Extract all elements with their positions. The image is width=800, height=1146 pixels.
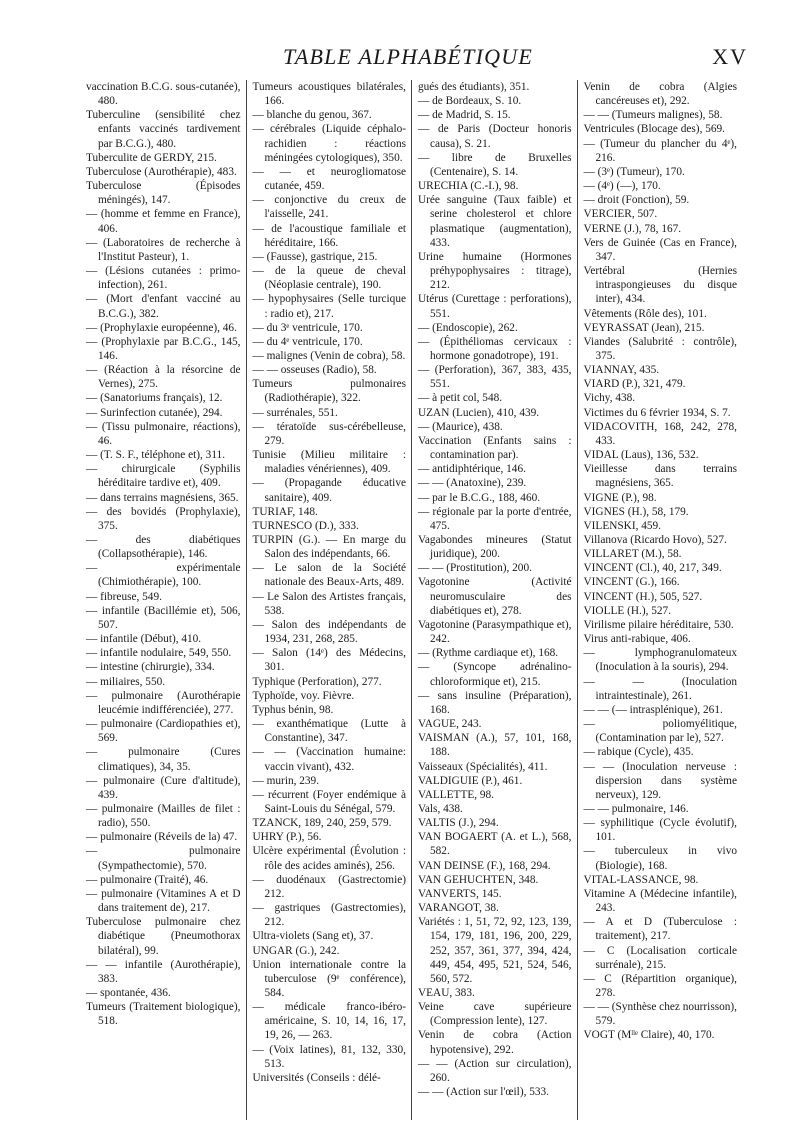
index-entry: — (3ᵉ) (Tumeur), 170. xyxy=(583,165,685,178)
index-entry: — (Prophylaxie européenne), 46. xyxy=(86,321,237,334)
index-entry: — régionale par la porte d'entrée, 475. xyxy=(418,505,572,532)
index-entry: VIDAL (Laus), 136, 532. xyxy=(583,449,699,462)
index-entry: — pulmonaire (Traité), 46. xyxy=(86,873,209,886)
index-entry: — — (Inoculation intraintestinale), 261. xyxy=(583,675,737,702)
index-entry: — libre de Bruxelles (Centenaire), S. 14. xyxy=(418,151,572,178)
index-entry: VALTIS (J.), 294. xyxy=(418,817,499,830)
index-entry: — (Mort d'enfant vacciné au B.C.G.), 382. xyxy=(86,293,241,320)
index-entry: — (Épithéliomas cervicaux : hormone gonadotrope), 191. xyxy=(418,335,572,362)
index-entry: — des bovidés (Prophylaxie), 375. xyxy=(86,505,241,532)
index-entry: — — pulmonaire, 146. xyxy=(583,802,689,815)
index-entry: — pulmonaire (Sympathectomie), 570. xyxy=(86,845,241,872)
index-entry: — droit (Fonction), 59. xyxy=(583,194,690,207)
index-entry: Vals, 438. xyxy=(418,802,463,815)
index-entry: Utérus (Curettage : perforations), 551. xyxy=(418,293,572,320)
index-entry: — Le salon de la Société nationale des Beaux-Arts, 489. xyxy=(252,562,406,589)
index-entry: Vitamine A (Médecine infantile), 243. xyxy=(583,887,737,915)
index-entry: Tunisie (Milieu militaire : maladies vénériennes), 409. xyxy=(252,449,406,476)
index-entry: Vieillesse dans terrains magnésiens, 365. xyxy=(583,463,737,490)
index-entry: Tuberculose pulmonaire chez diabétique (Pneumothorax bilatéral), 99. xyxy=(86,916,241,957)
index-entry: — — (Inoculation nerveuse : dispersion dans système nerveux), 129. xyxy=(583,760,737,801)
index-entry: VIARD (P.), 321, 479. xyxy=(583,378,686,391)
index-entry: — (Endoscopie), 262. xyxy=(418,321,518,334)
index-entry: — récurrent (Foyer endémique à Saint-Louis du Sénégal, 579. xyxy=(252,788,406,815)
index-entry: — (Voix latines), 81, 132, 330, 513. xyxy=(252,1043,406,1070)
page-header xyxy=(68,44,748,74)
index-entry: VARANGOT, 38. xyxy=(418,902,499,915)
index-entry: VAGUE, 243. xyxy=(418,718,482,731)
index-entry: Vichy, 438. xyxy=(583,392,636,405)
index-entry: VERNE (J.), 78, 167. xyxy=(583,222,682,235)
index-entry: — — (Prostitution), 200. xyxy=(418,562,532,575)
index-entry: — — (Tumeurs malignes), 58. xyxy=(583,109,723,122)
index-entry: Ulcère expérimental (Évolution : rôle des acides aminés), 256. xyxy=(252,845,406,872)
index-entry: Tumeurs (Traitement biologique), 518. xyxy=(86,1001,241,1028)
index-entry: — (homme et femme en France), 406. xyxy=(86,208,241,235)
index-entry: — syphilitique (Cycle évolutif), 101. xyxy=(583,817,737,844)
index-entry: — (Lésions cutanées : primo-infection), 261. xyxy=(86,265,241,292)
index-entry: VALDIGUIE (P.), 461. xyxy=(418,774,523,787)
index-column-3 xyxy=(411,80,577,1120)
index-entry: — — (Vaccination humaine: vaccin vivant), 432. xyxy=(252,746,406,773)
index-entry: Typhus bénin, 98. xyxy=(252,703,334,716)
index-entry: UHRY (P.), 56. xyxy=(252,831,322,844)
index-entry: VAN DEINSE (F.), 168, 294. xyxy=(418,859,551,872)
index-entry: — tératoïde sus-cérébelleuse, 279. xyxy=(252,420,406,447)
index-entry: — exanthématique (Lutte à Constantine), 347. xyxy=(252,718,406,745)
index-entry: — — (Anatoxine), 239. xyxy=(418,477,527,490)
index-entry: — infantile (Début), 410. xyxy=(86,633,202,646)
index-entry: — spontanée, 436. xyxy=(86,987,171,999)
index-entry: — pulmonaire (Mailles de filet : radio), 550. xyxy=(86,802,241,830)
index-entry: VIANNAY, 435. xyxy=(583,364,660,377)
index-entry: VINCENT (G.), 166. xyxy=(583,576,680,589)
index-entry: — hypophysaires (Selle turcique : radio et), 217. xyxy=(252,293,406,320)
index-entry: VITAL-LASSANCE, 98. xyxy=(583,873,699,886)
index-entry: UNGAR (G.), 242. xyxy=(252,944,340,957)
index-entry: — antidiphtérique, 146. xyxy=(418,463,526,476)
index-entry: — tuberculeux in vivo (Biologie), 168. xyxy=(583,845,737,872)
index-entry: — (Perforation), 367, 383, 435, 551. xyxy=(418,364,572,391)
index-entry: — lymphogranulomateux (Inoculation à la souris), 294. xyxy=(583,647,737,674)
index-entry: — infantile nodulaire, 549, 550. xyxy=(86,647,232,660)
index-entry: VOGT (Mˡˡᵉ Claire), 40, 170. xyxy=(583,1029,715,1042)
index-entry: TZANCK, 189, 240, 259, 579. xyxy=(252,817,392,830)
index-entry: — (Tumeur du plancher du 4ᵉ), 216. xyxy=(583,137,737,164)
index-entry: Venin de cobra (Action hypotensive), 292. xyxy=(418,1029,572,1056)
index-entry: Virilisme pilaire héréditaire, 530. xyxy=(583,618,734,631)
index-entry: — (Laboratoires de recherche à l'Institut Pasteur), 1. xyxy=(86,236,241,263)
index-entry: — chirurgicale (Syphilis héréditaire tardive et), 409. xyxy=(86,463,241,490)
index-entry: — (Tissu pulmonaire, réactions), 46. xyxy=(86,420,241,447)
index-entry: — — (Action sur l'œil), 533. xyxy=(418,1086,549,1099)
index-entry: VANVERTS, 145. xyxy=(418,887,502,900)
index-entry: — C (Localisation corticale surrénale), 215. xyxy=(583,944,737,971)
index-entry: — Salon (14ᵉ) des Médecins, 301. xyxy=(252,647,406,674)
index-entry: — du 4ᵉ ventricule, 170. xyxy=(252,335,363,348)
index-entry: VEAU, 383. xyxy=(418,987,475,999)
index-entry: Urine humaine (Hormones préhypophysaires : titrage), 212. xyxy=(418,250,572,292)
index-column-1 xyxy=(80,80,246,1120)
index-entry: Vagotonine (Parasympathique et), 242. xyxy=(418,618,572,646)
index-column-2 xyxy=(246,80,412,1120)
index-entry: — (Maurice), 438. xyxy=(418,420,503,433)
index-entry: — (Réaction à la résorcine de Vernes), 275. xyxy=(86,364,241,391)
index-entry: TURPIN (G.). — En marge du Salon des indépendants, 66. xyxy=(252,534,406,561)
index-entry: — blanche du genou, 367. xyxy=(252,109,372,122)
index-entry: — pulmonaire (Aurothérapie leucémie indifférenciée), 277. xyxy=(86,689,241,716)
index-entry: — (4ᵉ) (—), 170. xyxy=(583,180,661,193)
index-entry: — A et D (Tuberculose : traitement), 217. xyxy=(583,916,737,943)
index-entry: — — (Synthèse chez nourrisson), 579. xyxy=(583,1001,737,1028)
index-entry: — de la queue de cheval (Néoplasie centrale), 190. xyxy=(252,265,406,292)
index-entry: — (Prophylaxie par B.C.G., 145, 146. xyxy=(86,335,241,362)
index-entry: Tuberculose (Épisodes méningés), 147. xyxy=(86,180,241,207)
index-entry: Tumeurs pulmonaires (Radiothérapie), 322. xyxy=(252,378,406,405)
index-entry: Vêtements (Rôle des), 101. xyxy=(583,307,707,320)
index-entry: — pulmonaire (Cure d'altitude), 439. xyxy=(86,774,241,801)
index-entry: VALLETTE, 98. xyxy=(418,788,495,801)
index-entry: Virus anti-rabique, 406. xyxy=(583,633,691,646)
page-title: TABLE ALPHABÉTIQUE xyxy=(283,44,533,69)
index-entry: — C (Répartition organique), 278. xyxy=(583,972,737,999)
index-entry: VINCENT (H.), 505, 527. xyxy=(583,590,703,603)
index-entry: Veine cave supérieure (Compression lente), 127. xyxy=(418,1001,572,1028)
index-entry: — duodénaux (Gastrectomie) 212. xyxy=(252,873,406,900)
index-entry: — (Syncope adrénalino-chloroformique et), 215. xyxy=(418,661,572,688)
index-entry: Vertébral (Hernies intraspongieuses du disque inter), 434. xyxy=(583,265,737,306)
index-entry: — médicale franco-ibéro-américaine, S. 10, 14, 16, 17, 19, 26, — 263. xyxy=(252,1001,406,1042)
index-entry: — — (Action sur circulation), 260. xyxy=(418,1057,572,1084)
index-entry: — cérébrales (Liquide céphalo-rachidien : réactions méningées cytologiques), 350. xyxy=(252,123,406,164)
index-entry: — rabique (Cycle), 435. xyxy=(583,746,694,759)
index-entry: Universités (Conseils : délé- xyxy=(252,1071,381,1084)
index-entry: — gastriques (Gastrectomies), 212. xyxy=(252,902,406,929)
index-entry: — Salon des indépendants de 1934, 231, 268, 285. xyxy=(252,618,406,646)
index-entry: Urée sanguine (Taux faible) et serine cholesterol et chlore plasmatique (augmentation), 433. xyxy=(418,194,572,249)
index-entry: — — infantile (Aurothérapie), 383. xyxy=(86,958,241,985)
index-entry: VILENSKI, 459. xyxy=(583,519,662,532)
index-entry: — — et neurogliomatose cutanée, 459. xyxy=(252,165,406,193)
index-entry: VIGNE (P.), 98. xyxy=(583,491,657,504)
index-entry: — poliomyélitique, (Contamination par le), 527. xyxy=(583,718,737,745)
index-entry: — conjonctive du creux de l'aisselle, 241. xyxy=(252,194,406,221)
index-entry: Tumeurs acoustiques bilatérales, 166. xyxy=(252,81,406,108)
index-entry: VINCENT (Cl.), 40, 217, 349. xyxy=(583,562,722,575)
index-entry: — expérimentale (Chimiothérapie), 100. xyxy=(86,562,241,589)
index-entry: — — osseuses (Radio), 58. xyxy=(252,364,377,377)
index-entry: TURIAF, 148. xyxy=(252,505,318,518)
index-entry: UZAN (Lucien), 410, 439. xyxy=(418,406,540,419)
index-entry: — intestine (chirurgie), 334. xyxy=(86,661,215,674)
index-entry: VIGNES (H.), 58, 179. xyxy=(583,505,689,518)
index-entry: — (T. S. F., téléphone et), 311. xyxy=(86,449,226,462)
index-entry: VERCIER, 507. xyxy=(583,208,658,221)
index-entry: Vaccination (Enfants sains : contamination par). xyxy=(418,434,572,462)
index-entry: vaccination B.C.G. sous-cutanée), 480. xyxy=(86,81,241,108)
index-entry: — à petit col, 548. xyxy=(418,392,503,405)
index-columns xyxy=(80,80,742,1120)
index-entry: Typhoïde, voy. Fièvre. xyxy=(252,689,355,702)
index-entry: VAISMAN (A.), 57, 101, 168, 188. xyxy=(418,732,572,759)
index-entry: gués des étudiants), 351. xyxy=(418,81,530,93)
index-entry: Vers de Guinée (Cas en France), 347. xyxy=(583,236,737,263)
index-entry: — surrénales, 551. xyxy=(252,406,338,419)
index-entry: Union internationale contre la tuberculose (9ᵉ conférence), 584. xyxy=(252,958,406,999)
index-entry: — Surinfection cutanée), 294. xyxy=(86,406,223,419)
index-entry: — de Paris (Docteur honoris causa), S. 21. xyxy=(418,123,572,150)
index-entry: VAN GEHUCHTEN, 348. xyxy=(418,873,539,886)
index-entry: — (Rythme cardiaque et), 168. xyxy=(418,647,559,660)
index-entry: — pulmonaire (Cures climatiques), 34, 35. xyxy=(86,746,241,773)
index-entry: Tuberculine (sensibilité chez enfants vaccinés tardivement par B.C.G.), 480. xyxy=(86,109,241,150)
index-entry: — (Propagande éducative sanitaire), 409. xyxy=(252,477,406,504)
index-entry: URECHIA (C.-I.), 98. xyxy=(418,180,519,193)
page-number: XV xyxy=(712,44,748,69)
index-entry: Vagabondes mineures (Statut juridique), 200. xyxy=(418,534,572,561)
index-entry: — pulmonaire (Vitamines A et D dans traitement de), 217. xyxy=(86,887,241,915)
index-entry: — fibreuse, 549. xyxy=(86,590,162,603)
index-entry: — malignes (Venin de cobra), 58. xyxy=(252,349,406,362)
index-entry: Tuberculose (Aurothérapie), 483. xyxy=(86,165,237,178)
index-entry: VEYRASSAT (Jean), 215. xyxy=(583,321,705,334)
index-entry: Vaisseaux (Spécialités), 411. xyxy=(418,760,548,773)
index-entry: — de Madrid, S. 15. xyxy=(418,109,511,122)
index-entry: Typhique (Perforation), 277. xyxy=(252,675,382,688)
index-entry: — de Bordeaux, S. 10. xyxy=(418,95,522,108)
index-entry: — sans insuline (Préparation), 168. xyxy=(418,689,572,716)
index-entry: VILLARET (M.), 58. xyxy=(583,548,682,561)
index-entry: Tuberculite de GERDY, 215. xyxy=(86,151,217,164)
index-entry: VIDACOVITH, 168, 242, 278, 433. xyxy=(583,420,737,447)
index-entry: Villanova (Ricardo Hovo), 527. xyxy=(583,534,727,546)
index-entry: VIOLLE (H.), 527. xyxy=(583,604,672,617)
index-entry: — par le B.C.G., 188, 460. xyxy=(418,491,541,504)
index-column-4 xyxy=(577,80,743,1120)
index-entry: — (Sanatoriums français), 12. xyxy=(86,392,223,405)
index-entry: — infantile (Bacillémie et), 506, 507. xyxy=(86,604,241,631)
index-entry: — murin, 239. xyxy=(252,774,320,787)
index-entry: — pulmonaire (Cardiopathies et), 569. xyxy=(86,718,241,745)
index-entry: Victimes du 6 février 1934, S. 7. xyxy=(583,406,731,419)
index-entry: VAN BOGAERT (A. et L.), 568, 582. xyxy=(418,831,572,858)
index-entry: Vagotonine (Activité neuromusculaire des diabétiques et), 278. xyxy=(418,576,572,617)
index-entry: — Le Salon des Artistes français, 538. xyxy=(252,590,406,617)
index-entry: — des diabétiques (Collapsothérapie), 146. xyxy=(86,534,241,561)
index-entry: — miliaires, 550. xyxy=(86,675,166,688)
index-entry: Viandes (Salubrité : contrôle), 375. xyxy=(583,335,737,362)
index-entry: Venin de cobra (Algies cancéreuses et), 292. xyxy=(583,81,737,108)
index-entry: — dans terrains magnésiens, 365. xyxy=(86,491,239,504)
index-entry: — (Fausse), gastrique, 215. xyxy=(252,250,378,263)
index-entry: — de l'acoustique familiale et héréditaire, 166. xyxy=(252,222,406,249)
index-entry: TURNESCO (D.), 333. xyxy=(252,519,359,532)
index-entry: — du 3ᵉ ventricule, 170. xyxy=(252,321,363,334)
index-entry: Ultra-violets (Sang et), 37. xyxy=(252,930,374,943)
index-entry: Variétés : 1, 51, 72, 92, 123, 139, 154, 179, 181, 196, 200, 229, 252, 357, 361, 377, 394, 424, 449, 454, 495, 521, 524, 546, 560, 572. xyxy=(418,916,572,985)
index-entry: — — (— intrasplénique), 261. xyxy=(583,703,723,716)
index-entry: — pulmonaire (Réveils de la) 47. xyxy=(86,831,238,844)
index-entry: Ventricules (Blocage des), 569. xyxy=(583,123,725,136)
